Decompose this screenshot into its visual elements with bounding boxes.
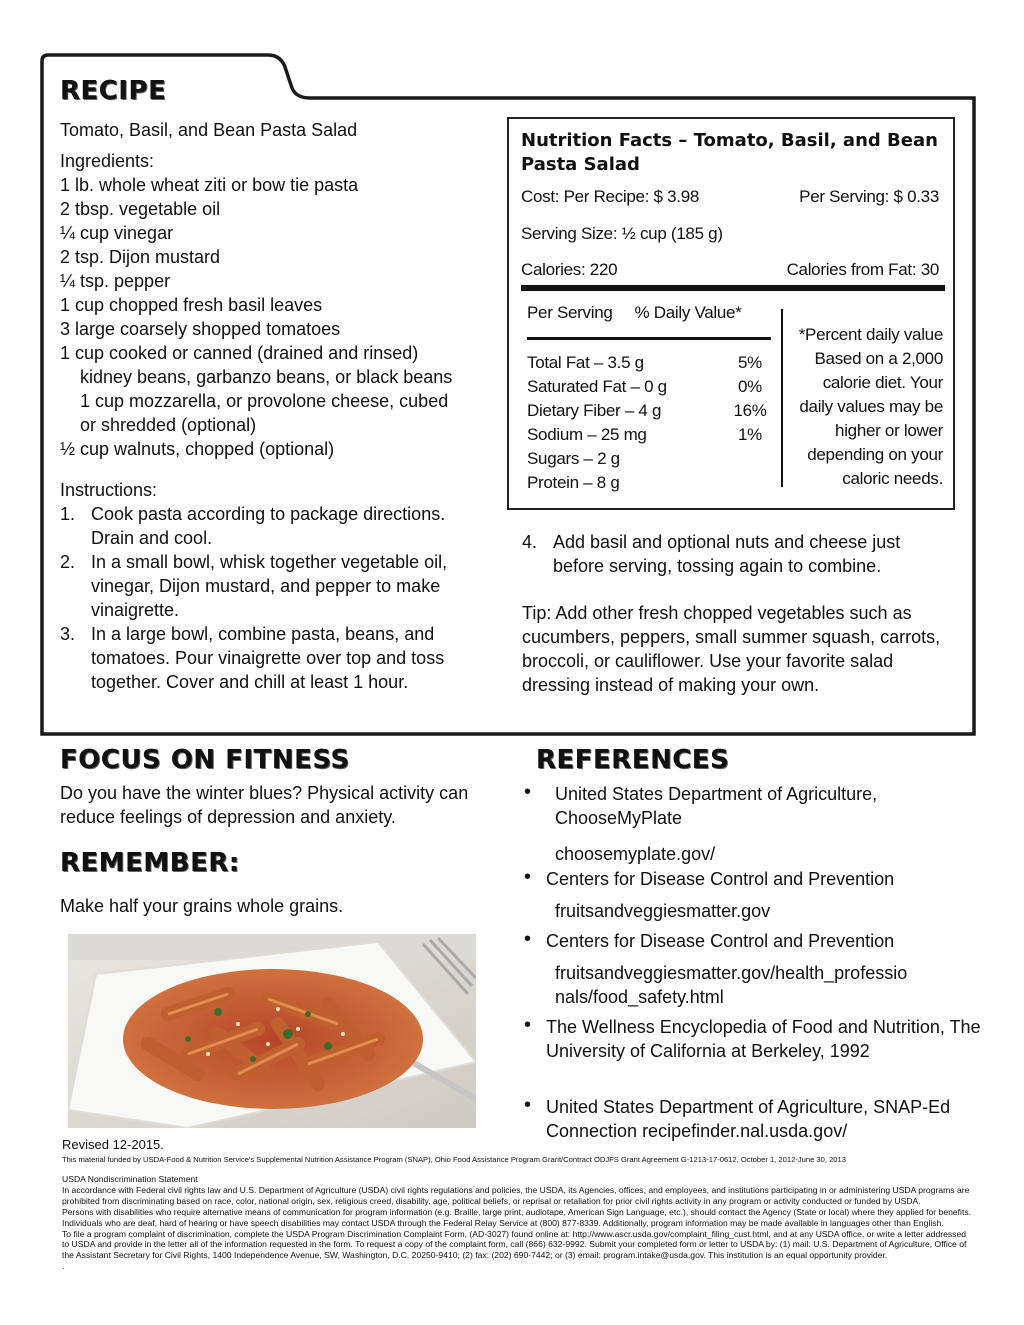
- nutrient-row: [527, 471, 775, 495]
- ingredient-item: 2 tsp. Dijon mustard: [60, 247, 221, 267]
- bullet-icon: •: [524, 866, 532, 888]
- fitness-text: Do you have the winter blues? Physical activity can reduce feelings of depression and anxiety.: [60, 783, 469, 827]
- nutrient-percent: 16%: [733, 401, 767, 420]
- step-number: 1.: [60, 504, 76, 524]
- nutrient-row: [527, 447, 775, 471]
- bullet-icon: •: [524, 1014, 532, 1036]
- remember-heading: REMEMBER:: [60, 848, 240, 878]
- daily-value-note: *Percent daily value Based on a 2,000 calorie diet. Your daily values may be higher or lower depending on your caloric needs.: [798, 325, 943, 488]
- nondiscrimination-statement: [62, 1174, 972, 1272]
- reference-item: [522, 929, 992, 1009]
- instruction-step: [60, 550, 480, 622]
- bullet-icon: •: [524, 781, 532, 803]
- nutrition-title: Nutrition Facts – Tomato, Basil, and Bean Pasta Salad: [521, 130, 938, 175]
- thick-divider: [521, 285, 945, 291]
- reference-url[interactable]: choosemyplate.gov/: [555, 844, 716, 864]
- nutrient-label: Total Fat – 3.5 g: [527, 353, 644, 372]
- nutrient-label: Protein – 8 g: [527, 473, 620, 492]
- instructions-label: Instructions: [60, 480, 153, 500]
- step-text: Add basil and optional nuts and cheese just before serving, tossing again to combine.: [553, 532, 901, 576]
- reference-title: Centers for Disease Control and Prevention: [546, 931, 895, 951]
- bullet-icon: •: [524, 1094, 532, 1116]
- ingredients-label: Ingredients:: [60, 151, 155, 171]
- ingredient-item: or shredded (optional): [80, 415, 257, 435]
- fineprint-paragraph: To file a program complaint of discrimination, complete the USDA Program Discrimination Complaint Form, (AD-3027) found online at: http://www.ascr.usda.gov/complaint_filing_cust.html, and at any USDA office, or write a letter addressed to USDA and provide in the letter all of the information requested in the form. To request a copy of the complaint form, call (866) 632-9992. Submit your completed form or letter to USDA by: (1) mail: U.S. Department of Agriculture, Office of the Assistant Secretary for Civil Rights, 1400 Independence Avenue, SW, Washington, D.C. 20250-9410; (2) fax: (202) 690-7442; or (3) email: program.intake@usda.gov. This institution is an equal opportunity provider.: [62, 1228, 967, 1261]
- bullet-icon: •: [524, 928, 532, 950]
- step-text: Cook pasta according to package directions. Drain and cool.: [91, 504, 446, 548]
- fineprint-paragraph: In accordance with Federal civil rights law and U.S. Department of Agriculture (USDA) civil rights regulations and policies, the USDA, its Agencies, offices, and employees, and institutions participating in or administering USDA programs are prohibited from discriminating based on race, color, national origin, sex, religious creed, disability, age, political beliefs, or reprisal or retaliation for prior civil rights activity in any program or activity conducted or funded by USDA.: [62, 1184, 970, 1206]
- nutrient-label: Saturated Fat – 0 g: [527, 377, 667, 396]
- nutrient-row: [527, 351, 775, 375]
- ingredient-item: ¼ cup vinegar: [60, 223, 174, 243]
- ingredient-item: kidney beans, garbanzo beans, or black beans: [80, 367, 453, 387]
- ingredient-item: 1 cup chopped fresh basil leaves: [60, 295, 323, 315]
- references-heading: REFERENCES: [536, 745, 730, 775]
- nutrient-list: [527, 351, 775, 495]
- nutrient-row: [527, 423, 775, 447]
- nutrient-row: [527, 375, 775, 399]
- step-text: In a large bowl, combine pasta, beans, and tomatoes. Pour vinaigrette over top and toss together. Cover and chill at least 1 hour.: [91, 624, 445, 692]
- cost-per-serving: Per Serving: $ 0.33: [799, 187, 939, 206]
- reference-item: [522, 1015, 992, 1063]
- calories-row: [521, 260, 939, 280]
- nutrient-label: Sodium – 25 mg: [527, 425, 647, 444]
- nondiscrimination-title: USDA Nondiscrimination Statement: [62, 1174, 198, 1184]
- funding-statement: This material funded by USDA-Food & Nutrition Service's Supplemental Nutrition Assistance Program (SNAP), Ohio Food Assistance Program Grant/Contract ODJFS Grant Agreement G-1213-17-0612, October 1, 2012-June 30, 2013: [62, 1155, 846, 1164]
- cost-per-recipe: Cost: Per Recipe: $ 3.98: [521, 187, 700, 206]
- thin-divider: [527, 337, 771, 340]
- instructions-section: [60, 478, 480, 694]
- reference-url[interactable]: fruitsandveggiesmatter.gov/health_professionals/food_safety.html: [555, 963, 908, 1007]
- fitness-heading: FOCUS ON FITNESS: [60, 745, 350, 775]
- recipe-heading: RECIPE: [60, 76, 167, 106]
- instruction-step: [60, 622, 480, 694]
- per-serving-header: Per Serving: [527, 303, 613, 322]
- reference-title: United States Department of Agriculture, ChooseMyPlate: [555, 784, 878, 828]
- step-number: 2.: [60, 552, 76, 572]
- pasta-dish-photo: [68, 934, 476, 1128]
- ingredient-item: 2 tbsp. vegetable oil: [60, 199, 221, 219]
- ingredient-item: 1 lb. whole wheat ziti or bow tie pasta: [60, 175, 359, 195]
- cost-row: [521, 187, 939, 207]
- step-text: In a small bowl, whisk together vegetable oil, vinegar, Dijon mustard, and pepper to make vinaigrette.: [91, 552, 448, 620]
- calories: Calories: 220: [521, 260, 618, 279]
- reference-item: [522, 1095, 992, 1143]
- vertical-divider: [781, 309, 783, 487]
- serving-size-row: [521, 224, 939, 244]
- nutrient-label: Dietary Fiber – 4 g: [527, 401, 662, 420]
- nutrition-facts-box: [507, 117, 955, 510]
- nutrient-percent: 0%: [738, 377, 762, 396]
- reference-title: The Wellness Encyclopedia of Food and Nutrition, The University of California at Berkeley, 1992: [546, 1017, 981, 1061]
- revised-date: Revised 12-2015.: [62, 1137, 164, 1152]
- step-number: 4.: [522, 532, 538, 552]
- fineprint-paragraph: Persons with disabilities who require alternative means of communication for program information (e.g. Braille, large print, audiotape, American Sign Language, etc.), should contact the Agency (State or local) where they applied for benefits. Individuals who are deaf, hard of hearing or have speech disabilities may contact USDA through the Federal Relay Service at (800) 877-8339. Additionally, program information may be made available in languages other than English.: [62, 1206, 972, 1228]
- ingredients-section: [60, 149, 500, 461]
- nutrient-percent: 1%: [738, 425, 762, 444]
- recipe-name: Tomato, Basil, and Bean Pasta Salad: [60, 120, 358, 140]
- reference-title: Centers for Disease Control and Prevention: [546, 869, 895, 889]
- remember-text: Make half your grains whole grains.: [60, 896, 344, 916]
- nutrient-percent: [725, 447, 775, 471]
- ingredient-item: 3 large coarsely shopped tomatoes: [60, 319, 341, 339]
- column-headers: [527, 303, 742, 323]
- ingredient-item: 1 cup mozzarella, or provolone cheese, cubed: [80, 391, 449, 411]
- calories-from-fat: Calories from Fat: 30: [786, 260, 939, 279]
- fineprint-dot: .: [62, 1261, 65, 1272]
- reference-item: [522, 867, 992, 923]
- reference-url[interactable]: fruitsandveggiesmatter.gov: [555, 901, 771, 921]
- ingredient-item: 1 cup cooked or canned (drained and rinsed): [60, 343, 419, 363]
- ingredient-item: ½ cup walnuts, chopped (optional): [60, 439, 335, 459]
- instruction-step: [60, 502, 480, 550]
- reference-title: United States Department of Agriculture, SNAP-Ed Connection recipefinder.nal.usda.gov/: [546, 1097, 951, 1141]
- step-number: 3.: [60, 624, 76, 644]
- daily-value-header: % Daily Value*: [634, 303, 742, 322]
- recipe-tip: Tip: Add other fresh chopped vegetables such as cucumbers, peppers, small summer squash, carrots, broccoli, or cauliflower. Use your favorite salad dressing instead of making your own.: [522, 603, 941, 695]
- serving-size: Serving Size: ½ cup (185 g): [521, 224, 723, 243]
- reference-item: [522, 782, 992, 866]
- ingredient-item: ¼ tsp. pepper: [60, 271, 171, 291]
- nutrient-label: Sugars – 2 g: [527, 449, 620, 468]
- nutrient-row: [527, 399, 775, 423]
- nutrient-percent: [725, 471, 775, 495]
- nutrient-percent: 5%: [738, 353, 762, 372]
- instruction-step-4: [522, 530, 952, 578]
- instructions-colon: :: [152, 480, 158, 500]
